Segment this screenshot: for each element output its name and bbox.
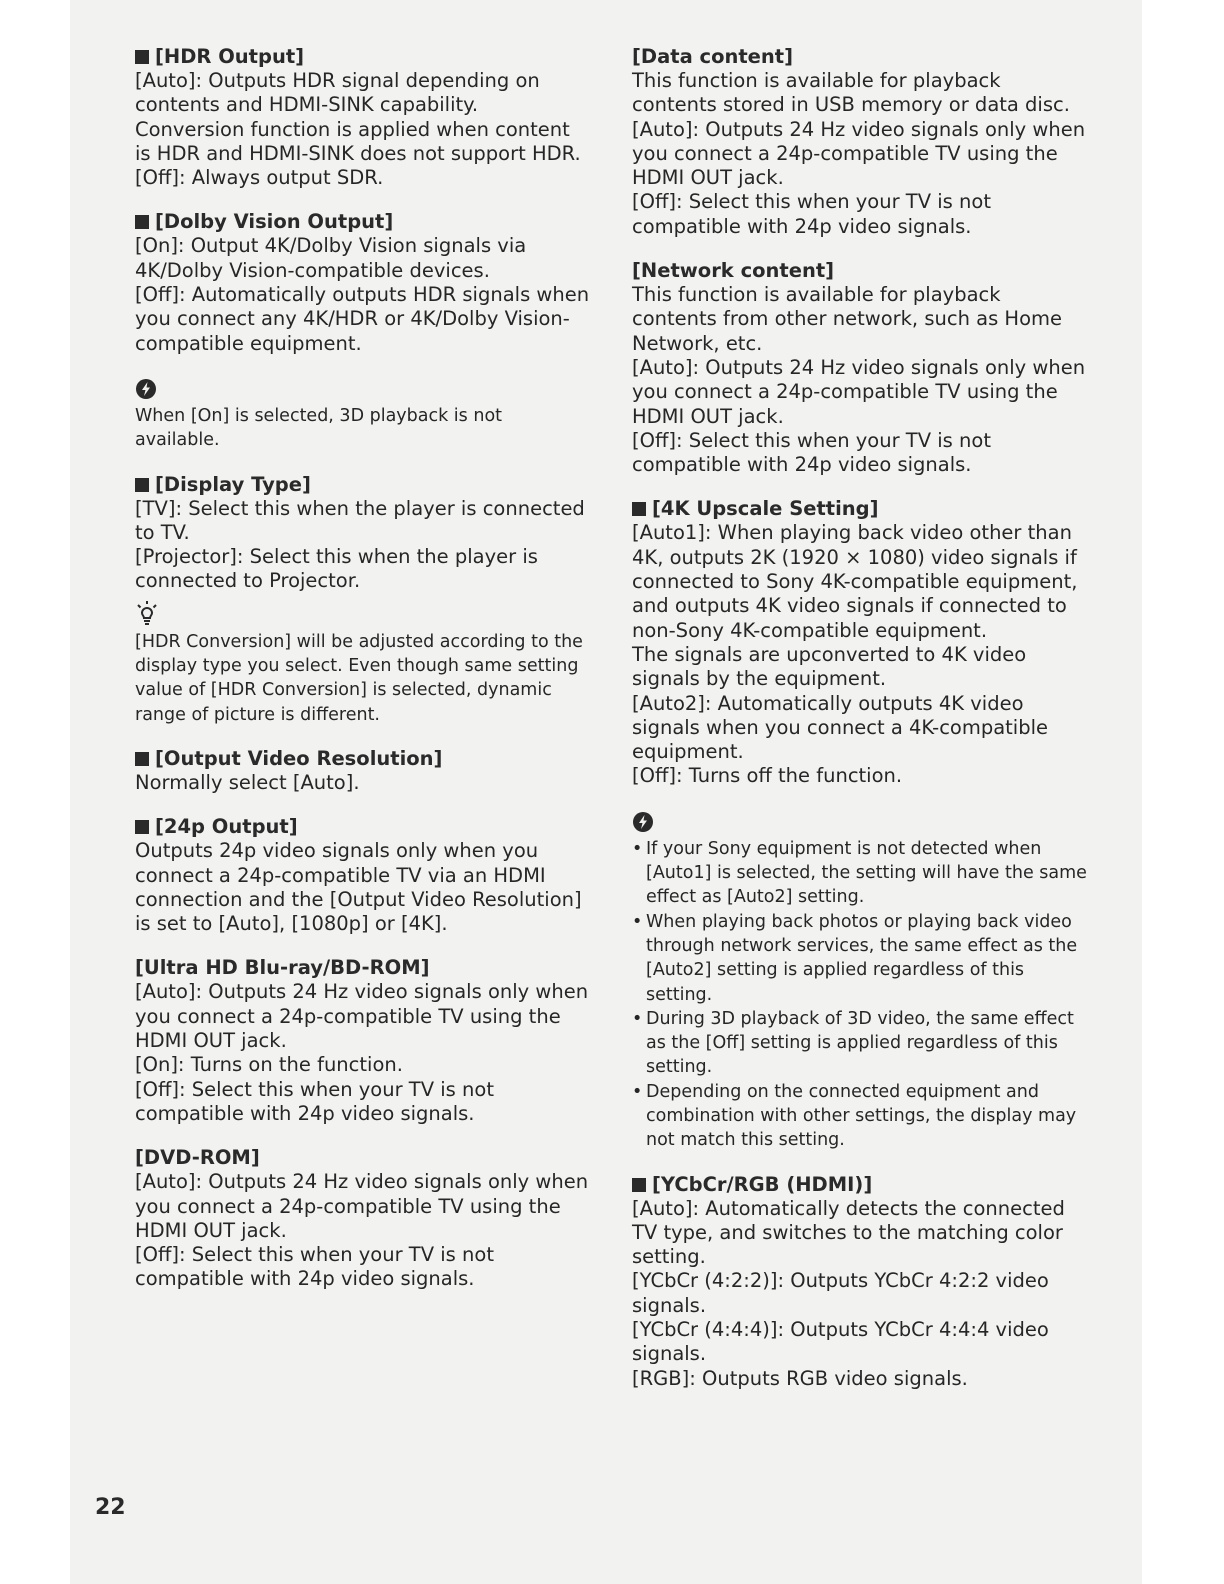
list-item: • If your Sony equipment is not detected when [Auto1] is selected, the setting will have the same effect as [Auto2] setting.	[646, 837, 1087, 910]
section-hdr-output	[135, 44, 590, 190]
section-4k-upscale-setting	[632, 496, 1087, 1152]
body-text: [Off]: Select this when your TV is not compatible with 24p video signals.	[632, 190, 991, 238]
section-dolby-vision-output	[135, 209, 590, 452]
body-text: [YCbCr (4:4:4)]: Outputs YCbCr 4:4:4 video signals.	[632, 1318, 1049, 1366]
sub-heading: [Ultra HD Blu-ray/BD-ROM]	[135, 956, 430, 980]
hint-text: [HDR Conversion] will be adjusted according to the display type you select. Even though same setting value of [HDR Conversion] is selected, dynamic range of picture is different.	[135, 631, 583, 725]
section-network-content	[632, 258, 1087, 477]
body-text: [Off]: Select this when your TV is not compatible with 24p video signals.	[632, 428, 991, 477]
body-text: [Auto]: Automatically detects the connected TV type, and switches to the matching color setting.	[632, 1196, 1065, 1269]
body-text: Conversion function is applied when content is HDR and HDMI-SINK does not support HDR.	[135, 117, 581, 165]
section-heading: [Display Type]	[135, 472, 590, 497]
body-text: [Projector]: Select this when the player is connected to Projector.	[135, 545, 538, 593]
body-text: [Auto]: Outputs HDR signal depending on contents and HDMI-SINK capability.	[135, 69, 540, 117]
square-bullet-icon	[632, 1178, 646, 1192]
sub-heading: [Data content]	[632, 45, 794, 68]
body-text: [Auto1]: When playing back video other than 4K, outputs 2K (1920 × 1080) video signals if connected to Sony 4K-compatible equipment, and outputs 4K video signals if connected to non-Sony 4K-compatible equipment.	[632, 521, 1078, 642]
body-text: This function is available for playback contents stored in USB memory or data disc.	[632, 69, 1070, 117]
body-text: The signals are upconverted to 4K video signals by the equipment.	[632, 642, 1027, 691]
body-text: Normally select [Auto].	[135, 770, 360, 794]
section-ycbcr-rgb-hdmi	[632, 1172, 1087, 1391]
body-text: [Off]: Select this when your TV is not compatible with 24p video signals.	[135, 1077, 494, 1125]
list-item: • Depending on the connected equipment and combination with other settings, the display may not match this setting.	[646, 1080, 1087, 1153]
square-bullet-icon	[632, 502, 646, 516]
note-icon	[632, 811, 654, 833]
lightbulb-hint-icon	[135, 600, 159, 626]
body-text: [TV]: Select this when the player is connected to TV.	[135, 496, 585, 544]
section-heading: [Output Video Resolution]	[135, 746, 590, 771]
square-bullet-icon	[135, 50, 149, 64]
section-24p-output	[135, 814, 590, 936]
note-text: When [On] is selected, 3D playback is not available.	[135, 405, 503, 451]
note-icon	[135, 378, 157, 400]
body-text: Outputs 24p video signals only when you connect a 24p-compatible TV via an HDMI connection and the [Output Video Resolution] is set to [Auto], [1080p] or [4K].	[135, 839, 582, 936]
section-heading: [4K Upscale Setting]	[632, 496, 1087, 521]
body-text: [Off]: Select this when your TV is not compatible with 24p video signals.	[135, 1243, 494, 1291]
section-heading: [Dolby Vision Output]	[135, 209, 590, 234]
right-column	[632, 44, 1087, 1410]
square-bullet-icon	[135, 215, 149, 229]
left-column	[135, 44, 590, 1311]
section-heading: [24p Output]	[135, 814, 590, 839]
page-margin-right	[1142, 0, 1224, 1584]
body-text: This function is available for playback contents from other network, such as Home Network, etc.	[632, 283, 1063, 355]
square-bullet-icon	[135, 820, 149, 834]
square-bullet-icon	[135, 478, 149, 492]
page-margin-left	[0, 0, 70, 1584]
list-item: • When playing back photos or playing back video through network services, the same effect as the [Auto2] setting is applied regardless of this setting.	[646, 910, 1087, 1007]
sub-heading: [Network content]	[632, 259, 835, 283]
sub-heading: [DVD-ROM]	[135, 1146, 260, 1170]
body-text: [Auto]: Outputs 24 Hz video signals only when you connect a 24p-compatible TV using the HDMI OUT jack.	[135, 980, 589, 1053]
body-text: [Auto]: Outputs 24 Hz video signals only when you connect a 24p-compatible TV using the HDMI OUT jack.	[632, 117, 1086, 190]
page-number: 22	[95, 1495, 126, 1520]
body-text: [Off]: Automatically outputs HDR signals when you connect any 4K/HDR or 4K/Dolby Vision-compatible equipment.	[135, 283, 590, 355]
section-heading: [HDR Output]	[135, 44, 590, 69]
list-item: • During 3D playback of 3D video, the same effect as the [Off] setting is applied regardless of this setting.	[646, 1007, 1087, 1080]
section-ultra-hd-bd-rom	[135, 955, 590, 1126]
square-bullet-icon	[135, 752, 149, 766]
section-output-video-resolution	[135, 746, 590, 795]
body-text: [On]: Output 4K/Dolby Vision signals via 4K/Dolby Vision-compatible devices.	[135, 234, 527, 282]
body-text: [Auto2]: Automatically outputs 4K video signals when you connect a 4K-compatible equipment.	[632, 691, 1049, 764]
section-dvd-rom	[135, 1145, 590, 1291]
section-data-content	[632, 44, 1087, 239]
section-heading: [YCbCr/RGB (HDMI)]	[632, 1172, 1087, 1197]
body-text: [Off]: Always output SDR.	[135, 166, 384, 190]
body-text: [Auto]: Outputs 24 Hz video signals only when you connect a 24p-compatible TV using the HDMI OUT jack.	[135, 1170, 589, 1242]
note-list	[632, 837, 1087, 1153]
body-text: [Auto]: Outputs 24 Hz video signals only when you connect a 24p-compatible TV using the HDMI OUT jack.	[632, 355, 1086, 428]
body-text: [RGB]: Outputs RGB video signals.	[632, 1366, 968, 1390]
section-display-type	[135, 472, 590, 727]
body-text: [Off]: Turns off the function.	[632, 764, 903, 788]
body-text: [YCbCr (4:2:2)]: Outputs YCbCr 4:2:2 video signals.	[632, 1269, 1049, 1317]
body-text: [On]: Turns on the function.	[135, 1053, 403, 1077]
